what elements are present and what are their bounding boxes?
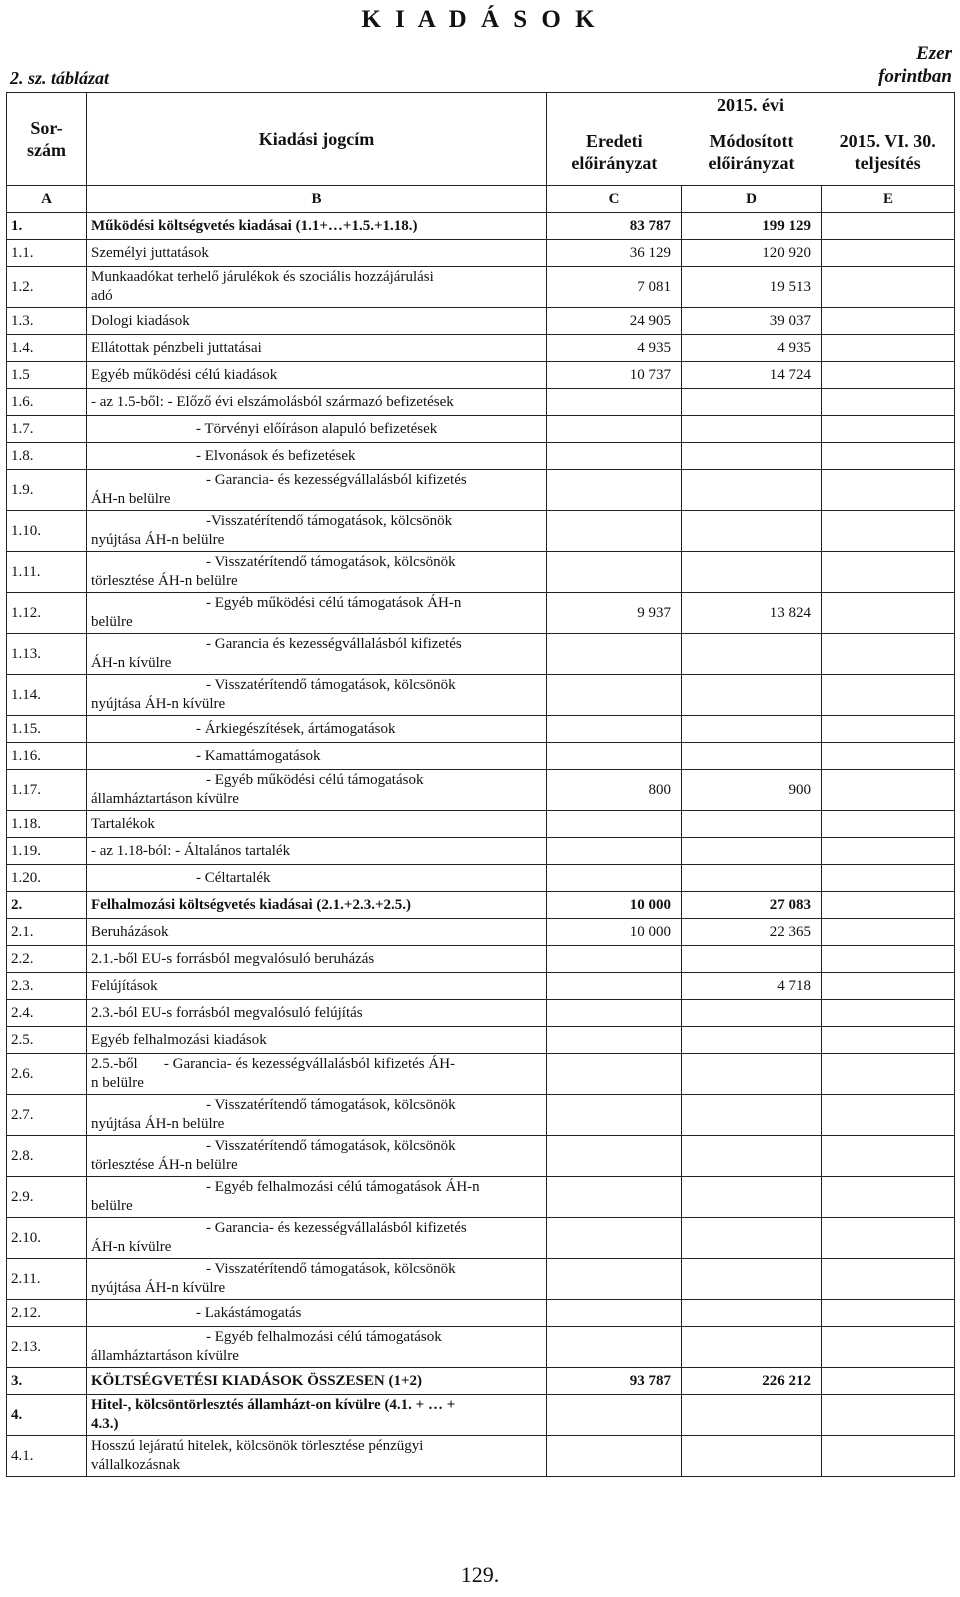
row-value-d bbox=[682, 634, 822, 675]
row-label: - Visszatérítendő támogatások, kölcsönök törlesztése ÁH-n belülre bbox=[87, 552, 547, 593]
table-row bbox=[7, 1027, 955, 1054]
table-row bbox=[7, 892, 955, 919]
table-row bbox=[7, 973, 955, 1000]
row-value-c: 83 787 bbox=[547, 213, 682, 240]
row-label: Egyéb működési célú kiadások bbox=[87, 362, 547, 389]
row-label: - Egyéb működési célú támogatások ÁH-n belülre bbox=[87, 593, 547, 634]
row-value-d bbox=[682, 675, 822, 716]
row-value-e bbox=[822, 1395, 955, 1436]
table-row bbox=[7, 770, 955, 811]
row-value-d bbox=[682, 1395, 822, 1436]
row-label: - az 1.18-ból: - Általános tartalék bbox=[87, 838, 547, 865]
row-code: 1.17. bbox=[7, 770, 87, 811]
row-code: 1.5 bbox=[7, 362, 87, 389]
row-code: 1.8. bbox=[7, 443, 87, 470]
row-value-d: 13 824 bbox=[682, 593, 822, 634]
row-value-c bbox=[547, 838, 682, 865]
row-code: 4.1. bbox=[7, 1436, 87, 1477]
row-label: - Árkiegészítések, ártámogatások bbox=[87, 716, 547, 743]
table-row bbox=[7, 443, 955, 470]
row-value-c bbox=[547, 811, 682, 838]
table-row bbox=[7, 946, 955, 973]
table-row bbox=[7, 389, 955, 416]
row-value-c: 7 081 bbox=[547, 267, 682, 308]
table-row bbox=[7, 1218, 955, 1259]
table-number: 2. sz. táblázat bbox=[10, 68, 110, 88]
row-label: Beruházások bbox=[87, 919, 547, 946]
page-title: K I A D Á S O K bbox=[361, 6, 599, 33]
row-value-e bbox=[822, 1259, 955, 1300]
row-value-c bbox=[547, 1136, 682, 1177]
row-label: - Céltartalék bbox=[87, 865, 547, 892]
row-value-e bbox=[822, 634, 955, 675]
row-value-d bbox=[682, 1136, 822, 1177]
row-code: 1.18. bbox=[7, 811, 87, 838]
row-code: 1.10. bbox=[7, 511, 87, 552]
row-code: 1.14. bbox=[7, 675, 87, 716]
row-value-c bbox=[547, 389, 682, 416]
row-value-e bbox=[822, 1436, 955, 1477]
row-label: 2.5.-ből - Garancia- és kezességvállalásból kifizetés ÁH- n belülre bbox=[87, 1054, 547, 1095]
table-row bbox=[7, 1000, 955, 1027]
row-value-e bbox=[822, 335, 955, 362]
row-code: 2.1. bbox=[7, 919, 87, 946]
table-row bbox=[7, 335, 955, 362]
row-code: 1.6. bbox=[7, 389, 87, 416]
row-value-e bbox=[822, 1095, 955, 1136]
row-value-e bbox=[822, 1177, 955, 1218]
row-value-e bbox=[822, 770, 955, 811]
row-value-c: 10 000 bbox=[547, 919, 682, 946]
unit-label bbox=[878, 42, 952, 88]
letter-d: D bbox=[682, 186, 822, 213]
row-code: 1.1. bbox=[7, 240, 87, 267]
row-label: - Törvényi előíráson alapuló befizetések bbox=[87, 416, 547, 443]
row-label: - Visszatérítendő támogatások, kölcsönök törlesztése ÁH-n belülre bbox=[87, 1136, 547, 1177]
row-code: 1.16. bbox=[7, 743, 87, 770]
row-value-c bbox=[547, 1259, 682, 1300]
table-row bbox=[7, 743, 955, 770]
table-row bbox=[7, 593, 955, 634]
row-value-c bbox=[547, 743, 682, 770]
row-value-e bbox=[822, 389, 955, 416]
letter-c: C bbox=[547, 186, 682, 213]
row-value-e bbox=[822, 1136, 955, 1177]
row-label: Munkaadókat terhelő járulékok és szociális hozzájárulási adó bbox=[87, 267, 547, 308]
row-value-e bbox=[822, 1027, 955, 1054]
header-modified-budget: Módosított előirányzat bbox=[708, 131, 795, 173]
row-value-e bbox=[822, 267, 955, 308]
row-label: 2.3.-ból EU-s forrásból megvalósuló felújítás bbox=[87, 1000, 547, 1027]
row-value-d: 4 935 bbox=[682, 335, 822, 362]
row-value-d: 4 718 bbox=[682, 973, 822, 1000]
row-value-d bbox=[682, 1436, 822, 1477]
row-label: -Visszatérítendő támogatások, kölcsönök nyújtása ÁH-n belülre bbox=[87, 511, 547, 552]
row-value-c bbox=[547, 716, 682, 743]
row-value-d bbox=[682, 1027, 822, 1054]
row-value-c: 36 129 bbox=[547, 240, 682, 267]
row-value-c bbox=[547, 443, 682, 470]
row-value-e bbox=[822, 1054, 955, 1095]
row-code: 2.3. bbox=[7, 973, 87, 1000]
row-value-e bbox=[822, 593, 955, 634]
table-row bbox=[7, 1300, 955, 1327]
table-row bbox=[7, 470, 955, 511]
row-value-d bbox=[682, 743, 822, 770]
table-row bbox=[7, 634, 955, 675]
row-value-e bbox=[822, 1000, 955, 1027]
row-label: - Visszatérítendő támogatások, kölcsönök nyújtása ÁH-n belülre bbox=[87, 1095, 547, 1136]
row-value-d bbox=[682, 470, 822, 511]
row-label: - Visszatérítendő támogatások, kölcsönök nyújtása ÁH-n kívülre bbox=[87, 675, 547, 716]
row-value-e bbox=[822, 743, 955, 770]
header-row bbox=[7, 93, 955, 186]
row-label: Felújítások bbox=[87, 973, 547, 1000]
row-value-c bbox=[547, 552, 682, 593]
row-label: Működési költségvetés kiadásai (1.1+…+1.5.+1.18.) bbox=[87, 213, 547, 240]
row-code: 1.20. bbox=[7, 865, 87, 892]
table-row bbox=[7, 267, 955, 308]
row-label: Felhalmozási költségvetés kiadásai (2.1.+2.3.+2.5.) bbox=[87, 892, 547, 919]
row-value-d bbox=[682, 1300, 822, 1327]
row-value-d: 39 037 bbox=[682, 308, 822, 335]
row-code: 2.7. bbox=[7, 1095, 87, 1136]
row-value-c bbox=[547, 1395, 682, 1436]
header-year: 2015. évi bbox=[717, 95, 784, 115]
row-code: 2.4. bbox=[7, 1000, 87, 1027]
row-value-d: 900 bbox=[682, 770, 822, 811]
row-value-d: 27 083 bbox=[682, 892, 822, 919]
row-label: - Egyéb felhalmozási célú támogatások ÁH-n belülre bbox=[87, 1177, 547, 1218]
letter-e: E bbox=[822, 186, 955, 213]
table-row bbox=[7, 308, 955, 335]
row-value-e bbox=[822, 973, 955, 1000]
row-label: Ellátottak pénzbeli juttatásai bbox=[87, 335, 547, 362]
table-row bbox=[7, 552, 955, 593]
row-label: - az 1.5-ből: - Előző évi elszámolásból származó befizetések bbox=[87, 389, 547, 416]
row-value-c bbox=[547, 1177, 682, 1218]
row-value-c: 4 935 bbox=[547, 335, 682, 362]
row-value-d: 226 212 bbox=[682, 1368, 822, 1395]
row-code: 2.10. bbox=[7, 1218, 87, 1259]
row-value-d bbox=[682, 1177, 822, 1218]
row-code: 1.13. bbox=[7, 634, 87, 675]
row-value-e bbox=[822, 1368, 955, 1395]
table-row bbox=[7, 362, 955, 389]
row-value-e bbox=[822, 811, 955, 838]
table-row bbox=[7, 1395, 955, 1436]
row-value-d bbox=[682, 416, 822, 443]
row-value-c bbox=[547, 1054, 682, 1095]
row-value-c bbox=[547, 470, 682, 511]
row-value-c bbox=[547, 1436, 682, 1477]
table-row bbox=[7, 1054, 955, 1095]
row-value-e bbox=[822, 470, 955, 511]
row-value-c: 800 bbox=[547, 770, 682, 811]
row-value-c bbox=[547, 511, 682, 552]
row-value-c bbox=[547, 1300, 682, 1327]
row-code: 1.2. bbox=[7, 267, 87, 308]
row-value-d: 22 365 bbox=[682, 919, 822, 946]
row-label: 2.1.-ből EU-s forrásból megvalósuló beruházás bbox=[87, 946, 547, 973]
row-label: Tartalékok bbox=[87, 811, 547, 838]
row-label: - Elvonások és befizetések bbox=[87, 443, 547, 470]
row-code: 2.11. bbox=[7, 1259, 87, 1300]
row-value-e bbox=[822, 1327, 955, 1368]
table-row bbox=[7, 1368, 955, 1395]
row-label: - Egyéb felhalmozási célú támogatások államháztartáson kívülre bbox=[87, 1327, 547, 1368]
row-value-e bbox=[822, 308, 955, 335]
row-value-d bbox=[682, 1000, 822, 1027]
row-label: - Egyéb működési célú támogatások államháztartáson kívülre bbox=[87, 770, 547, 811]
row-value-d bbox=[682, 1218, 822, 1259]
table-row bbox=[7, 716, 955, 743]
row-value-c: 10 737 bbox=[547, 362, 682, 389]
unit-line-2: forintban bbox=[878, 66, 952, 87]
row-code: 2.2. bbox=[7, 946, 87, 973]
row-code: 2.6. bbox=[7, 1054, 87, 1095]
header-original-budget: Eredeti előirányzat bbox=[571, 131, 658, 173]
table-row bbox=[7, 865, 955, 892]
table-row bbox=[7, 838, 955, 865]
row-value-d: 14 724 bbox=[682, 362, 822, 389]
row-code: 2.9. bbox=[7, 1177, 87, 1218]
row-value-e bbox=[822, 511, 955, 552]
row-label: Hitel-, kölcsöntörlesztés államházt-on kívülre (4.1. + … + 4.3.) bbox=[87, 1395, 547, 1436]
row-code: 1.4. bbox=[7, 335, 87, 362]
row-value-e bbox=[822, 1218, 955, 1259]
table-row bbox=[7, 1095, 955, 1136]
row-value-c bbox=[547, 1027, 682, 1054]
row-label: Személyi juttatások bbox=[87, 240, 547, 267]
row-value-e bbox=[822, 675, 955, 716]
row-code: 1.3. bbox=[7, 308, 87, 335]
table-row bbox=[7, 811, 955, 838]
row-value-c bbox=[547, 675, 682, 716]
row-value-d bbox=[682, 1327, 822, 1368]
row-value-c bbox=[547, 865, 682, 892]
row-label: - Kamattámogatások bbox=[87, 743, 547, 770]
row-label: Egyéb felhalmozási kiadások bbox=[87, 1027, 547, 1054]
row-value-c: 93 787 bbox=[547, 1368, 682, 1395]
row-code: 2.12. bbox=[7, 1300, 87, 1327]
row-value-e bbox=[822, 865, 955, 892]
row-value-d bbox=[682, 389, 822, 416]
row-value-d bbox=[682, 811, 822, 838]
row-code: 1.19. bbox=[7, 838, 87, 865]
row-value-d: 19 513 bbox=[682, 267, 822, 308]
row-value-e bbox=[822, 716, 955, 743]
row-value-d bbox=[682, 716, 822, 743]
row-value-c: 10 000 bbox=[547, 892, 682, 919]
row-value-c bbox=[547, 1095, 682, 1136]
row-value-d bbox=[682, 946, 822, 973]
row-label: KÖLTSÉGVETÉSI KIADÁSOK ÖSSZESEN (1+2) bbox=[87, 1368, 547, 1395]
row-value-d: 199 129 bbox=[682, 213, 822, 240]
row-code: 2.8. bbox=[7, 1136, 87, 1177]
row-value-e bbox=[822, 362, 955, 389]
table-row bbox=[7, 511, 955, 552]
row-value-c: 24 905 bbox=[547, 308, 682, 335]
table-row bbox=[7, 1136, 955, 1177]
row-value-c bbox=[547, 1327, 682, 1368]
row-code: 2. bbox=[7, 892, 87, 919]
row-value-c bbox=[547, 946, 682, 973]
row-label: - Visszatérítendő támogatások, kölcsönök nyújtása ÁH-n kívülre bbox=[87, 1259, 547, 1300]
row-code: 2.13. bbox=[7, 1327, 87, 1368]
row-value-d bbox=[682, 552, 822, 593]
row-value-e bbox=[822, 838, 955, 865]
header-expense-title: Kiadási jogcím bbox=[87, 93, 547, 186]
row-code: 2.5. bbox=[7, 1027, 87, 1054]
header-performance: 2015. VI. 30. teljesítés bbox=[839, 131, 936, 173]
row-code: 4. bbox=[7, 1395, 87, 1436]
row-label: - Garancia és kezességvállalásból kifizetés ÁH-n kívülre bbox=[87, 634, 547, 675]
table-row bbox=[7, 1177, 955, 1218]
row-label: Dologi kiadások bbox=[87, 308, 547, 335]
row-value-e bbox=[822, 443, 955, 470]
row-value-c bbox=[547, 416, 682, 443]
row-value-c bbox=[547, 1000, 682, 1027]
row-value-e bbox=[822, 1300, 955, 1327]
letter-b: B bbox=[87, 186, 547, 213]
row-code: 1.15. bbox=[7, 716, 87, 743]
unit-line-1: Ezer bbox=[916, 43, 952, 64]
table-row bbox=[7, 1436, 955, 1477]
row-code: 1.7. bbox=[7, 416, 87, 443]
row-value-c: 9 937 bbox=[547, 593, 682, 634]
row-value-e bbox=[822, 919, 955, 946]
row-value-e bbox=[822, 240, 955, 267]
table-row bbox=[7, 1327, 955, 1368]
row-value-d bbox=[682, 865, 822, 892]
row-label: - Lakástámogatás bbox=[87, 1300, 547, 1327]
row-code: 3. bbox=[7, 1368, 87, 1395]
table-row bbox=[7, 213, 955, 240]
row-code: 1.12. bbox=[7, 593, 87, 634]
row-value-d bbox=[682, 443, 822, 470]
row-value-d bbox=[682, 1054, 822, 1095]
row-value-c bbox=[547, 973, 682, 1000]
row-value-e bbox=[822, 416, 955, 443]
row-value-e bbox=[822, 213, 955, 240]
row-value-e bbox=[822, 892, 955, 919]
table-row bbox=[7, 675, 955, 716]
row-label: - Garancia- és kezességvállalásból kifizetés ÁH-n belülre bbox=[87, 470, 547, 511]
row-code: 1.11. bbox=[7, 552, 87, 593]
page-number: 129. bbox=[460, 1562, 500, 1587]
row-code: 1. bbox=[7, 213, 87, 240]
letter-row bbox=[7, 186, 955, 213]
row-label: - Garancia- és kezességvállalásból kifizetés ÁH-n kívülre bbox=[87, 1218, 547, 1259]
row-value-d bbox=[682, 838, 822, 865]
table-row bbox=[7, 1259, 955, 1300]
row-value-d bbox=[682, 511, 822, 552]
row-value-d bbox=[682, 1259, 822, 1300]
table-row bbox=[7, 416, 955, 443]
row-value-e bbox=[822, 946, 955, 973]
row-value-d bbox=[682, 1095, 822, 1136]
header-row-number: Sor- szám bbox=[7, 93, 87, 186]
row-code: 1.9. bbox=[7, 470, 87, 511]
table-row bbox=[7, 919, 955, 946]
header-year-group bbox=[547, 93, 955, 186]
row-value-e bbox=[822, 552, 955, 593]
table-row bbox=[7, 240, 955, 267]
row-value-d: 120 920 bbox=[682, 240, 822, 267]
row-value-c bbox=[547, 1218, 682, 1259]
row-label: Hosszú lejáratú hitelek, kölcsönök törlesztése pénzügyi vállalkozásnak bbox=[87, 1436, 547, 1477]
expenditure-table bbox=[6, 92, 955, 1477]
row-value-c bbox=[547, 634, 682, 675]
letter-a: A bbox=[7, 186, 87, 213]
